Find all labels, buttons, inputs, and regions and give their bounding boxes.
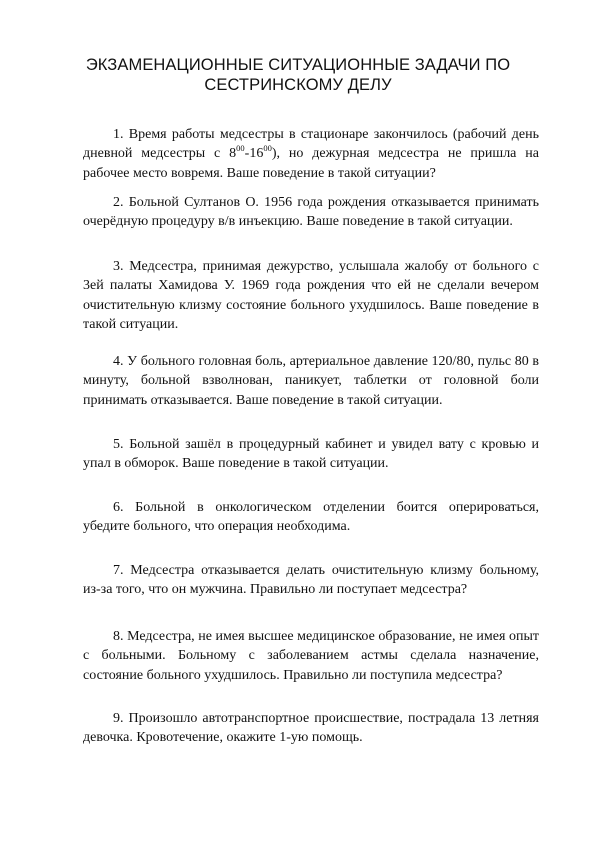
task-9: 9. Произошло автотранспортное происшествие, пострадала 13 летняя девочка. Кровотечение, окажите 1-ую помощь. xyxy=(83,711,539,746)
title-line-2: СЕСТРИНСКОМУ ДЕЛУ xyxy=(204,76,392,94)
task-1-text-start: 1. Время работы медсестры в стационаре закончилось (рабочий день дневной медсестры с 8 xyxy=(83,127,539,162)
time-superscript-end: 00 xyxy=(263,142,272,153)
task-2: 2. Больной Султанов О. 1956 года рождения отказывается принимать очерёдную процедуру в/в инъекцию. Ваше поведение в такой ситуации. xyxy=(83,195,539,230)
task-8: 8. Медсестра, не имея высшее медицинское образование, не имея опыт с больными. Больному с заболеванием астмы сделала назначение, состояние больного ухудшилось. Правильно ли поступила медсестра? xyxy=(83,629,539,683)
time-superscript-start: 00 xyxy=(236,142,245,153)
task-5: 5. Больной зашёл в процедурный кабинет и увидел вату с кровью и упал в обморок. Ваше поведение в такой ситуации. xyxy=(83,437,539,472)
task-6: 6. Больной в онкологическом отделении боится оперироваться, убедите больного, что операция необходима. xyxy=(83,500,539,535)
task-1-text-end: ), но дежурная медсестра не пришла на рабочее место вовремя. Ваше поведение в такой ситуации? xyxy=(83,146,539,181)
title-line-1: ЭКЗАМЕНАЦИОННЫЕ СИТУАЦИОННЫЕ ЗАДАЧИ ПО xyxy=(85,56,511,74)
task-4: 4. У больного головная боль, артериальное давление 120/80, пульс 80 в минуту, больной взволнован, паникует, таблетки от головной боли принимать отказывается. Ваше поведение в такой ситуации. xyxy=(83,354,539,408)
document-title xyxy=(60,55,536,95)
task-1-text-mid: -16 xyxy=(244,146,264,162)
task-1 xyxy=(83,125,539,183)
task-3: 3. Медсестра, принимая дежурство, услышала жалобу от больного с 3ей палаты Хамидова У. 1969 года рождения что ей не сделали вечером очистительную клизму состояние больного ухудшилось. Ваше поведение в такой ситуации. xyxy=(83,259,539,333)
task-7: 7. Медсестра отказывается делать очистительную клизму больному, из-за того, что он мужчина. Правильно ли поступает медсестра? xyxy=(83,563,539,598)
